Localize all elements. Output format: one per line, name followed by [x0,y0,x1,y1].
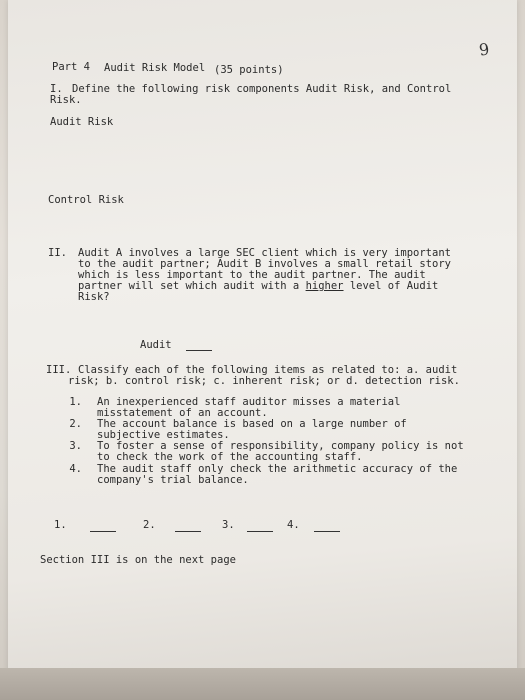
section-2-line-4-post: level of Audit [343,280,439,292]
section-1-number: I. [50,83,63,95]
answer-2-blank[interactable] [175,522,201,535]
item-2-text: The account balance is based on a large number of subjective estimates. [97,418,407,441]
control-risk-label: Control Risk [48,194,124,206]
section-1-line-2: Risk. [50,94,82,106]
section-2-line-3: which is less important to the audit partner. The audit [78,269,426,281]
section-2-number: II. [48,247,67,259]
section-3-line-2: risk; b. control risk; c. inherent risk; or d. detection risk. [68,375,460,387]
audit-answer-label: Audit [140,339,172,351]
section-2-line-4-pre: partner will set which audit with a [78,280,306,292]
points-label: (35 points) [214,64,284,76]
section-2-line-4 [78,281,438,292]
answer-1-blank[interactable] [90,522,116,535]
part-label: Part 4 [52,61,90,73]
answer-3-blank[interactable] [247,522,273,535]
answer-2-label: 2. [143,519,156,531]
footer-note: Section III is on the next page [40,554,236,566]
answer-3-label: 3. [222,519,235,531]
item-4-number: 4. [69,463,82,475]
item-1-text: An inexperienced staff auditor misses a material misstatement of an account. [97,396,401,419]
section-3-number: III. [46,364,72,376]
item-3-text: To foster a sense of responsibility, company policy is not to check the work of the accounting staff. [97,440,464,463]
section-2-line-5: Risk? [78,291,110,303]
item-4-text: The audit staff only check the arithmetic accuracy of the company's trial balance. [97,463,458,486]
section-2-line-1: Audit A involves a large SEC client which is very important [78,247,451,259]
answer-1-label: 1. [54,519,67,531]
audit-risk-label: Audit Risk [50,116,114,128]
page-number: 9 [477,39,491,60]
section-3-line-1: Classify each of the following items as related to: a. audit [78,364,458,376]
section-1-line-1: Define the following risk components Audit Risk, and Control [72,83,452,95]
paper-sheet [8,0,517,680]
item-1-number: 1. [69,396,82,408]
emphasis-higher: higher [305,280,344,292]
section-2-line-2: to the audit partner; Audit B involves a small retail story [78,258,451,270]
item-2-number: 2. [69,418,82,430]
item-3-number: 3. [69,440,82,452]
section-title: Audit Risk Model [104,62,206,74]
audit-answer-blank[interactable] [186,341,212,354]
answer-4-blank[interactable] [314,522,340,535]
answer-4-label: 4. [287,519,300,531]
desk-edge [0,668,525,700]
